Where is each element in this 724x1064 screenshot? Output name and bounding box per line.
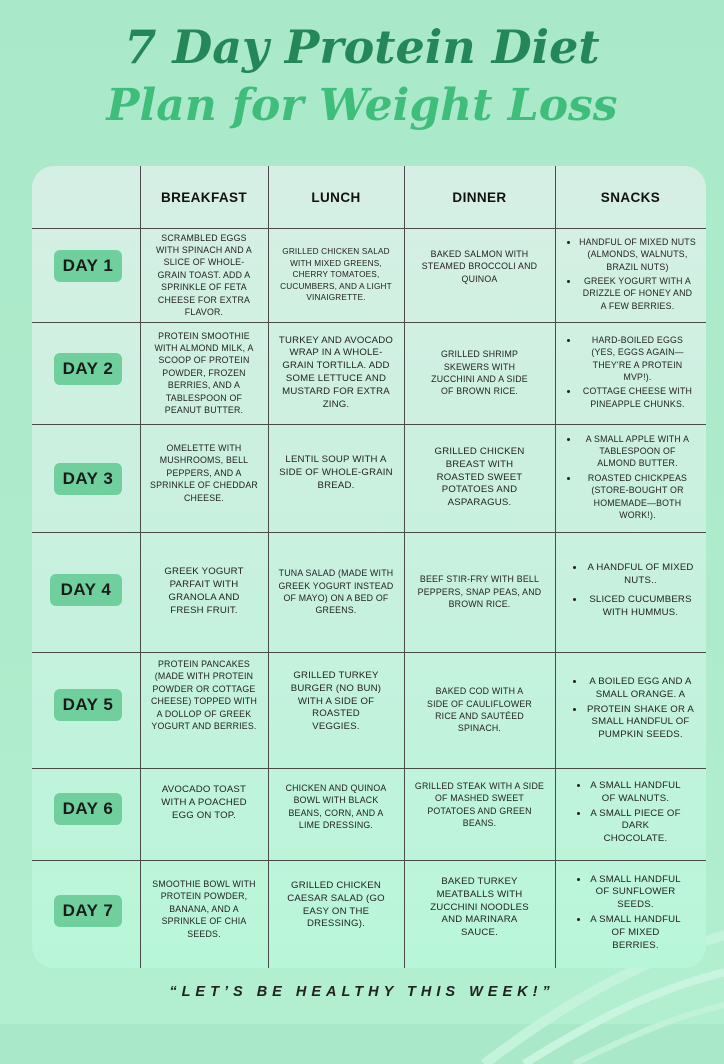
snack-item: • A BOILED EGG AND A SMALL ORANGE. A [585, 676, 696, 702]
snack-item: • A SMALL PIECE OF DARK CHOCOLATE. [589, 808, 682, 846]
snack-item: • GREEK YOGURT WITH A DRIZZLE OF HONEY AND A FEW BERRIES. [579, 275, 696, 312]
snack-item: • SLICED CUCUMBERS WITH HUMMUS. [585, 594, 696, 620]
breakfast-cell: OMELETTE WITH MUSHROOMS, BELL PEPPERS, AND A SPRINKLE OF CHEDDAR CHEESE. [150, 443, 258, 503]
header-lunch: LUNCH [311, 189, 361, 205]
header-dinner: DINNER [452, 189, 507, 205]
snack-item: • A SMALL HANDFUL OF MIXED BERRIES. [589, 914, 682, 952]
dinner-cell: BEEF STIR-FRY WITH BELL PEPPERS, SNAP PEAS, AND BROWN RICE. [417, 574, 542, 610]
dinner-cell: GRILLED STEAK WITH A SIDE OF MASHED SWEET POTATOES AND GREEN BEANS. [414, 781, 545, 829]
breakfast-cell: SMOOTHIE BOWL WITH PROTEIN POWDER, BANANA, AND A SPRINKLE OF CHIA SEEDS. [152, 879, 256, 939]
lunch-cell: TUNA SALAD (MADE WITH GREEK YOGURT INSTEAD OF MAYO) ON A BED OF GREENS. [278, 568, 394, 616]
snacks-cell [555, 652, 706, 768]
snack-item: • A SMALL HANDFUL OF WALNUTS. [589, 780, 682, 806]
day-label: DAY 4 [50, 574, 122, 606]
dinner-cell: GRILLED SHRIMP SKEWERS WITH ZUCCHINI AND A SIDE OF BROWN RICE. [431, 349, 528, 397]
lunch-cell: GRILLED CHICKEN CAESAR SALAD (GO EASY ON THE DRESSING). [287, 880, 385, 930]
dinner-cell: GRILLED CHICKEN BREAST WITH ROASTED SWEET POTATOES AND ASPARAGUS. [434, 446, 525, 509]
snack-item: • ROASTED CHICKPEAS (STORE-BOUGHT OR HOMEMADE—BOTH WORK!). [579, 472, 696, 522]
dinner-cell: BAKED TURKEY MEATBALLS WITH ZUCCHINI NOODLES AND MARINARA SAUCE. [430, 876, 529, 939]
snack-item: • HARD-BOILED EGGS (YES, EGGS AGAIN—THEY'RE A PROTEIN MVP!). [579, 334, 696, 384]
snacks-cell [555, 532, 706, 652]
lunch-cell: GRILLED CHICKEN SALAD WITH MIXED GREENS, CHERRY TOMATOES, CUCUMBERS, AND A LIGHT VINAIGRETTE. [280, 247, 392, 303]
day-label: DAY 1 [54, 250, 122, 282]
breakfast-cell: AVOCADO TOAST WITH A POACHED EGG ON TOP. [161, 784, 247, 821]
snacks-cell [555, 424, 706, 532]
lunch-cell: GRILLED TURKEY BURGER (NO BUN) WITH A SIDE OF ROASTED VEGGIES. [290, 670, 382, 733]
lunch-cell: LENTIL SOUP WITH A SIDE OF WHOLE-GRAIN BREAD. [279, 454, 393, 491]
day-label: DAY 2 [54, 353, 122, 385]
snacks-cell [555, 768, 706, 860]
snacks-cell [555, 322, 706, 424]
header-breakfast: BREAKFAST [160, 189, 248, 205]
dinner-cell: BAKED COD WITH A SIDE OF CAULIFLOWER RICE AND SAUTÉED SPINACH. [427, 686, 532, 734]
breakfast-cell: PROTEIN PANCAKES (MADE WITH PROTEIN POWDER OR COTTAGE CHEESE) TOPPED WITH A DOLLOP OF GREEK YOGURT AND BERRIES. [150, 659, 258, 732]
breakfast-cell: SCRAMBLED EGGS WITH SPINACH AND A SLICE OF WHOLE-GRAIN TOAST. ADD A SPRINKLE OF FETA CHEESE FOR EXTRA FLAVOR. [156, 232, 252, 318]
page-title-line1: 7 Day Protein Diet [124, 20, 600, 74]
breakfast-cell: GREEK YOGURT PARFAIT WITH GRANOLA AND FRESH FRUIT. [164, 566, 244, 616]
lunch-cell: TURKEY AND AVOCADO WRAP IN A WHOLE-GRAIN TORTILLA. ADD SOME LETTUCE AND MUSTARD FOR EXTRA ZING. [278, 334, 394, 410]
snack-item: • PROTEIN SHAKE OR A SMALL HANDFUL OF PUMPKIN SEEDS. [585, 704, 696, 742]
day-label: DAY 3 [54, 463, 122, 495]
day-label: DAY 6 [54, 793, 122, 825]
snack-item: • A HANDFUL OF MIXED NUTS.. [585, 562, 696, 588]
snack-item: • HANDFUL OF MIXED NUTS (ALMONDS, WALNUTS, BRAZIL NUTS) [579, 236, 696, 273]
day-label: DAY 7 [54, 895, 122, 927]
snacks-cell [555, 860, 706, 968]
meal-plan-table [32, 166, 706, 968]
breakfast-cell: PROTEIN SMOOTHIE WITH ALMOND MILK, A SCOOP OF PROTEIN POWDER, FROZEN BERRIES, AND A TABLESPOON OF PEANUT BUTTER. [154, 330, 254, 416]
header-snacks: SNACKS [600, 189, 661, 205]
snack-item: • A SMALL APPLE WITH A TABLESPOON OF ALMOND BUTTER. [579, 433, 696, 470]
lunch-cell: CHICKEN AND QUINOA BOWL WITH BLACK BEANS, CORN, AND A LIME DRESSING. [285, 783, 387, 831]
dinner-cell: BAKED SALMON WITH STEAMED BROCCOLI AND QUINOA [421, 249, 538, 284]
snack-item: • A SMALL HANDFUL OF SUNFLOWER SEEDS. [589, 874, 682, 912]
snacks-cell [555, 228, 706, 322]
page-title-line2: Plan for Weight Loss [106, 80, 618, 131]
snack-item: • COTTAGE CHEESE WITH PINEAPPLE CHUNKS. [579, 385, 696, 410]
footer-slogan: “LET’S BE HEALTHY THIS WEEK!” [169, 984, 555, 1000]
day-label: DAY 5 [54, 689, 122, 721]
